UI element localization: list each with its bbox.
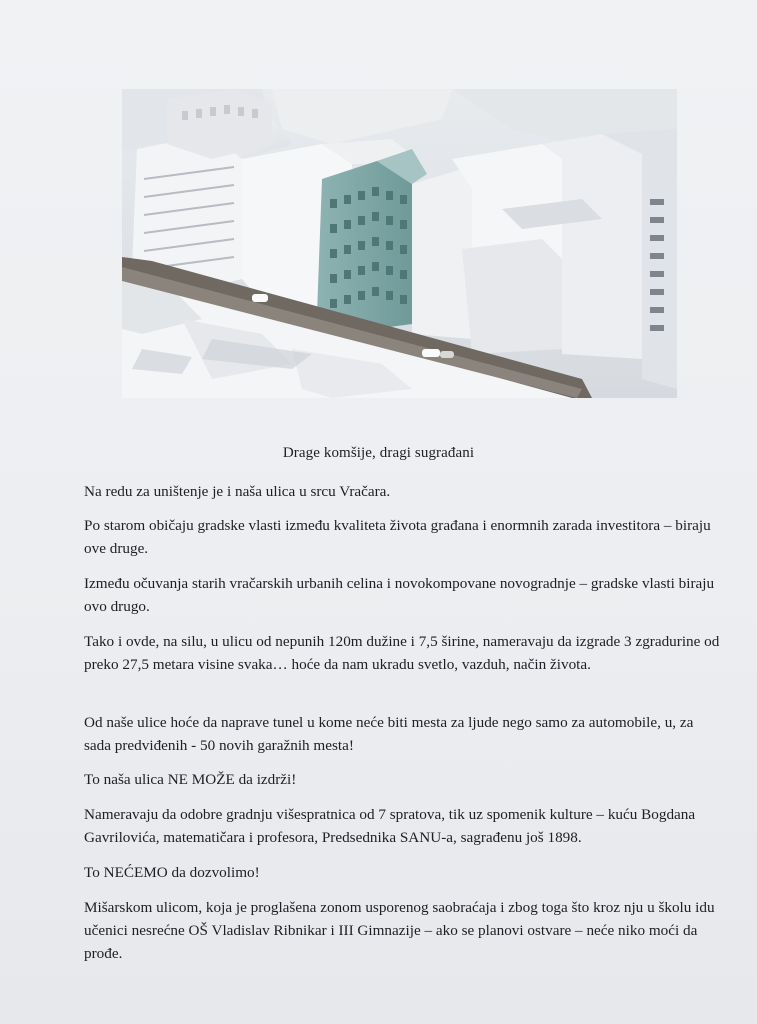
paragraph-2: Po starom običaju gradske vlasti između kvaliteta života građana i enormnih zarada investitora – biraju ove druge.	[84, 517, 711, 557]
letter-greeting: Drage komšije, dragi sugrađani	[282, 445, 475, 461]
paragraph-3: Između očuvanja starih vračarskih urbanih celina i novokompovane novogradnje – gradske vlasti biraju ovo drugo.	[84, 575, 715, 615]
paragraph-6: To naša ulica NE MOŽE da izdrži!	[84, 771, 297, 788]
paragraph-8: To NEĆEMO da dozvolimo!	[84, 864, 260, 881]
paragraph-5: Od naše ulice hoće da naprave tunel u kome neće biti mesta za ljude nego samo za automobile, u, za sada predviđenih - 50 novih garažnih mesta!	[84, 714, 694, 754]
paragraph-4: Tako i ovde, na silu, u ulicu od nepunih 120m dužine i 7,5 širine, nameravaju da izgrade 3 zgradurine od preko 27,5 metara visine svaka… hoće da nam ukradu svetlo, vazduh, način života.	[84, 633, 720, 673]
paragraph-1: Na redu za uništenje je i naša ulica u srcu Vračara.	[84, 483, 391, 500]
paragraph-7: Nameravaju da odobre gradnju višespratnica od 7 spratova, tik uz spomenik kulture – kuću Bogdana Gavrilovića, matematičara i profesora, Predsednika SANU-a, sagrađenu još 1898.	[84, 806, 696, 846]
paragraph-9: Mišarskom ulicom, koja je proglašena zonom usporenog saobraćaja i zbog toga što kroz nju u školu idu učenici nesrećne OŠ Vladislav Ribnikar i III Gimnazije – ako se planovi ostvare – neće niko moći da prođe.	[84, 899, 715, 962]
